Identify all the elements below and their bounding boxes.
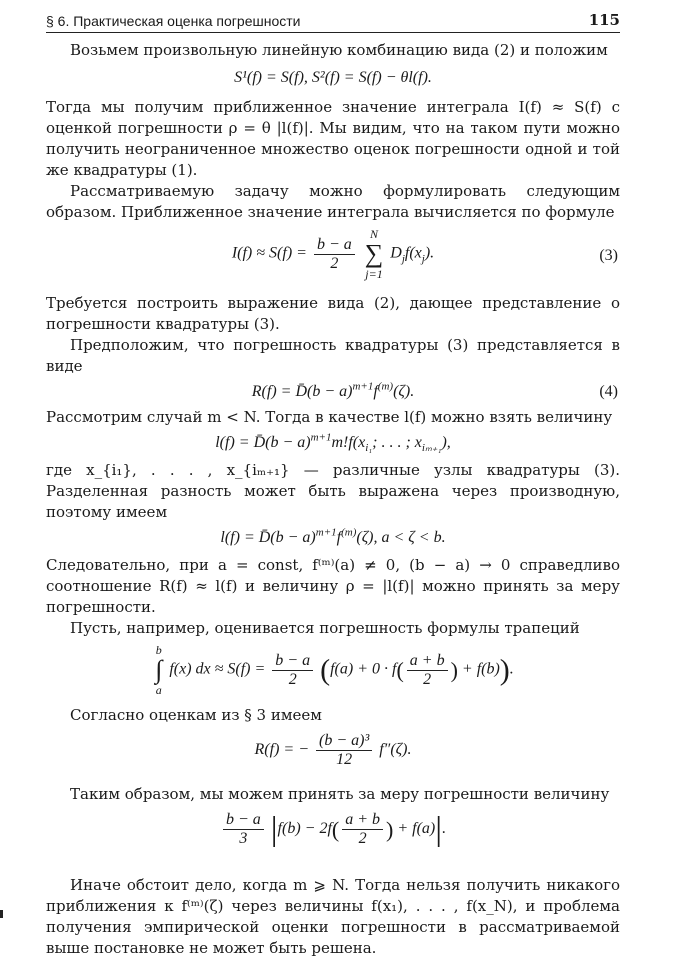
fraction — [314, 236, 355, 273]
paragraph-5: Предположим, что погрешность квадратуры (3) представляется в виде — [46, 336, 620, 375]
sum-upper: N — [370, 227, 379, 241]
fraction — [342, 811, 383, 848]
paragraph-3: Рассматриваемую задачу можно формулировать следующим образом. Приближенное значение интеграла вычисляется по формуле — [46, 182, 620, 221]
paragraph-10: Согласно оценкам из § 3 имеем — [70, 706, 322, 724]
formula-4-end: (ζ). — [393, 383, 415, 400]
formula-6-f: f — [336, 529, 342, 546]
denominator: 2 — [288, 670, 297, 688]
formula-9-mid: f(b) − 2f — [277, 820, 332, 838]
equation-number-3: (3) — [599, 247, 618, 264]
equation-number-4: (4) — [599, 383, 618, 400]
formula-9-tail: + f(a) — [397, 820, 436, 838]
paragraph-11: Таким образом, мы можем принять за меру погрешности величину — [70, 785, 610, 803]
integral-lower: a — [155, 683, 162, 697]
paragraph-7: где x_{i₁}, . . . , x_{iₘ₊₁} — различные узлы квадратуры (3). Разделенная разность может быть выражена через производную, поэтому имеем — [46, 461, 620, 521]
page-body — [46, 40, 620, 959]
formula-7-mid: f(a) + 0 · f — [330, 660, 397, 678]
formula-7-tail: + f(b) — [461, 660, 500, 678]
denominator: 2 — [358, 830, 367, 847]
numerator: (b − a)³ — [316, 732, 372, 751]
paragraph-9: Пусть, например, оценивается погрешность формулы трапеций — [70, 619, 580, 637]
formula-4-exp: m+1 — [352, 380, 374, 393]
sum-lower: j=1 — [365, 267, 383, 281]
formula-8-lhs: R(f) = − — [254, 741, 309, 759]
integral-sign: b ∫ a — [155, 643, 163, 697]
paragraph-12: Иначе обстоит дело, когда m ⩾ N. Тогда нельзя получить никакого приближения к f⁽ᵐ⁾(ζ) через величины f(x₁), . . . , f(x_N), и проблема получения эмпирической оценки погрешности в рассматриваемой выше постановке не может быть решена. — [46, 876, 620, 957]
scan-artifact — [0, 910, 3, 918]
page-number: 115 — [588, 11, 620, 29]
formula-5-sub2: iₘ₊₁ — [421, 442, 442, 455]
formula-6-end: (ζ), a < ζ < b. — [356, 529, 446, 546]
formula-5-tail2: ; . . . ; x — [372, 434, 422, 451]
integral-upper: b — [155, 643, 162, 657]
formula-3-end: ). — [424, 244, 435, 262]
paragraph-6: Рассмотрим случай m < N. Тогда в качестве l(f) можно взять величину — [46, 408, 613, 426]
numerator: a + b — [342, 811, 383, 830]
paragraph-1: Возьмем произвольную линейную комбинацию вида (2) и положим — [70, 41, 608, 59]
formula-5-sub1: i₁ — [365, 442, 373, 455]
formula-l-divided-difference — [46, 432, 620, 460]
formula-3-f: f(x — [404, 244, 422, 262]
formula-8-rhs: f″(ζ). — [379, 741, 412, 759]
formula-5-end: ), — [441, 434, 451, 451]
fraction — [272, 652, 313, 689]
formula-6-body: l(f) = D̄(b − a) — [220, 529, 316, 546]
paragraph-4: Требуется построить выражение вида (2), дающее представление о погрешности квадратуры (3). — [46, 294, 620, 333]
sum-sign: N ∑ j=1 — [364, 227, 384, 281]
formula-4-f: f — [373, 383, 378, 400]
denominator: 3 — [239, 830, 248, 847]
fraction — [407, 652, 448, 689]
formula-l-derivative — [46, 527, 620, 555]
formula-9-end: . — [442, 820, 447, 838]
formula-5-body: l(f) = D̄(b − a) — [215, 434, 311, 451]
formula-trapezoid: b ∫ a f(x) dx ≈ S(f) = $\frac{b - a}{2}$ (f(a) + 0 · f( $\frac{a + b}{2}$ ) + f(b)). — [155, 643, 514, 697]
formula-7-lhs: f(x) dx ≈ S(f) = — [169, 660, 266, 678]
formula-error-measure: $\frac{b - a}{3}$ |f(b) − 2f( $\frac{a + b}{2}$ ) + f(a)|. — [46, 811, 620, 865]
fraction — [223, 811, 264, 848]
formula-remainder — [46, 732, 620, 780]
formula-5-tail: m!f(x — [331, 434, 366, 451]
formula-3-lhs: I(f) ≈ S(f) = — [231, 244, 307, 262]
numerator: b − a — [314, 236, 355, 255]
formula-5-exp: m+1 — [310, 431, 332, 444]
formula-6-exp: m+1 — [315, 526, 337, 539]
formula-4-fexp: (m) — [377, 380, 394, 393]
denominator: 12 — [336, 751, 353, 768]
numerator: b − a — [223, 811, 264, 830]
paragraph-2: Тогда мы получим приближенное значение интеграла I(f) ≈ S(f) с оценкой погрешности ρ = θ |l(f)|. Мы видим, что на таком пути можно получить неограниченное множество оценок погрешности одной и той же квадратуры (1). — [46, 98, 620, 179]
paragraph-8: Следовательно, при a = const, f⁽ᵐ⁾(a) ≠ 0, (b − a) → 0 справедливо соотношение R(f) ≈ l(f) и величину ρ = |l(f)| можно принять за меру погрешности. — [46, 556, 620, 616]
formula-7-end: . — [509, 660, 514, 678]
formula-3-d: D — [390, 244, 402, 262]
formula-s1-s2: S¹(f) = S(f), S²(f) = S(f) − θl(f). — [234, 69, 432, 86]
numerator: b − a — [272, 652, 313, 671]
numerator: a + b — [407, 652, 448, 671]
formula-4 — [46, 381, 620, 407]
formula-6-fexp: (m) — [341, 526, 357, 539]
running-header — [46, 10, 620, 33]
formula-4-body: R(f) = D̄(b − a) — [251, 383, 353, 400]
section-title: § 6. Практическая оценка погрешности — [46, 13, 301, 29]
denominator: 2 — [330, 254, 339, 272]
formula-3: I(f) ≈ S(f) = $\frac{b - a}{2}$ N ∑ j=1 $D_jf(x_j)$. (3) — [231, 227, 618, 281]
denominator: 2 — [423, 670, 432, 688]
fraction — [316, 732, 372, 769]
